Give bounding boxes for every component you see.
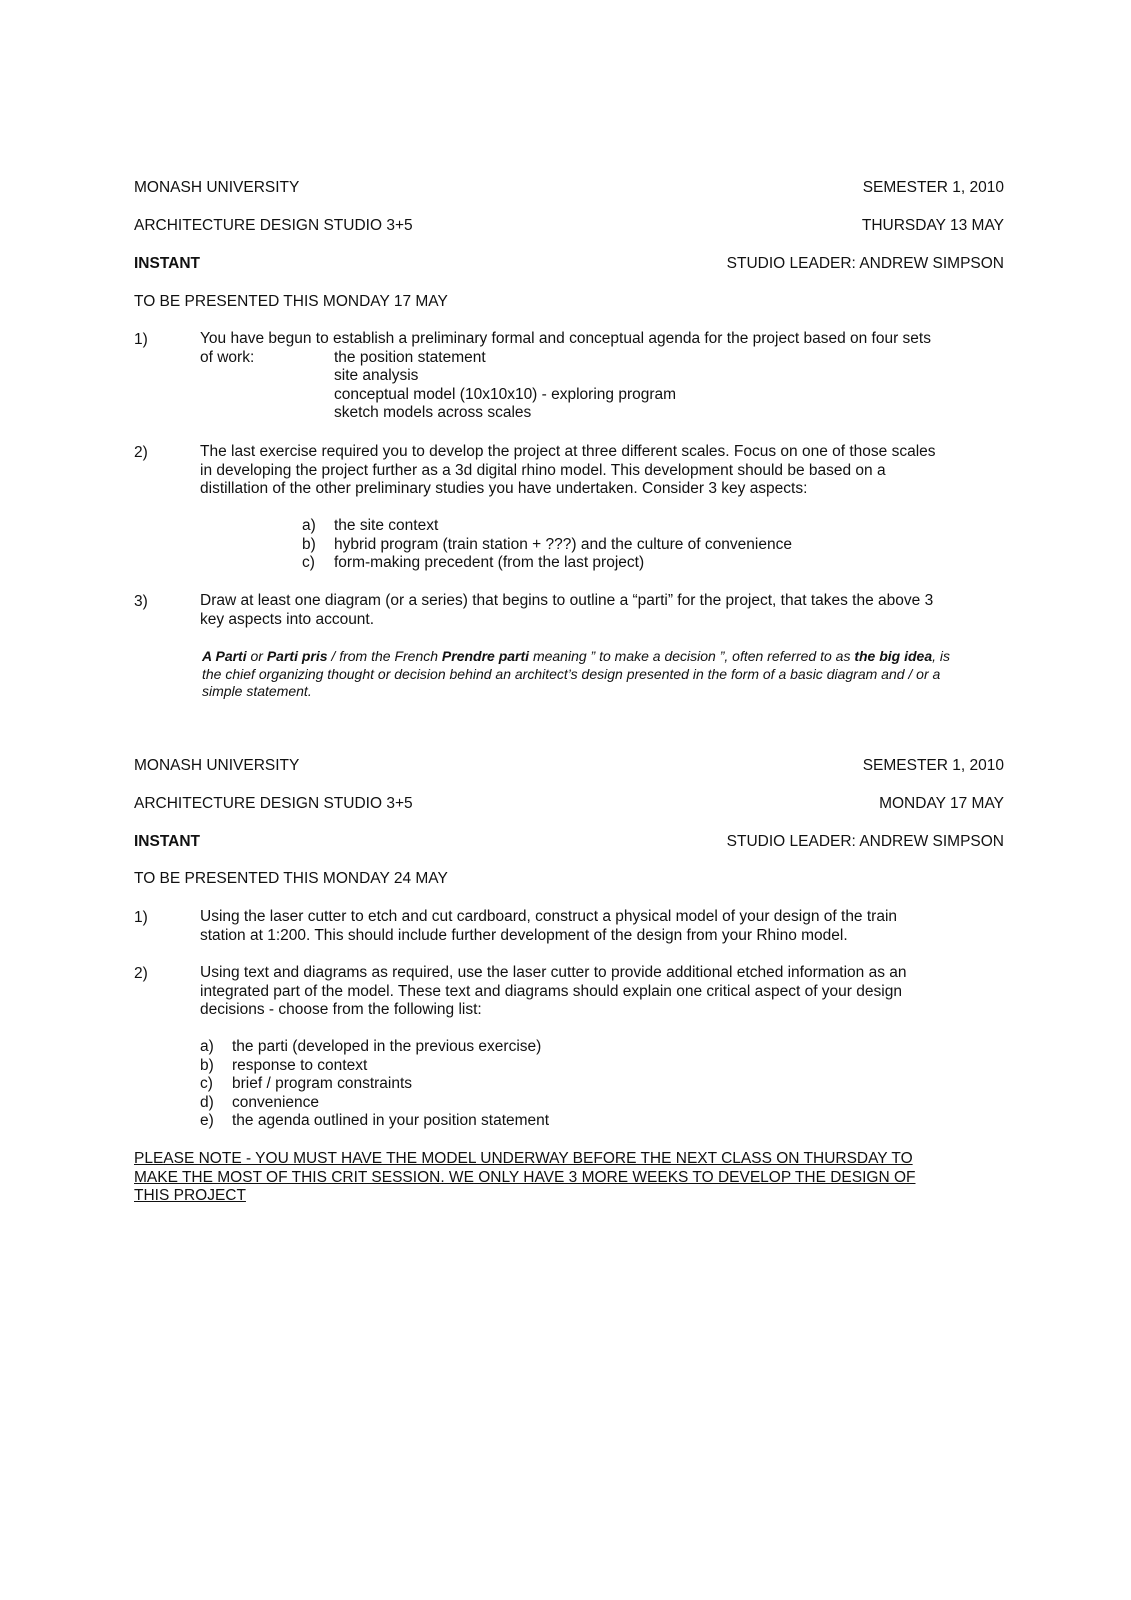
studio-name: ARCHITECTURE DESIGN STUDIO 3+5 bbox=[134, 217, 413, 234]
list-letter: b) bbox=[200, 1056, 214, 1074]
list-item-text: convenience bbox=[232, 1093, 320, 1111]
term-big-idea: the big idea bbox=[854, 648, 933, 664]
item-text-line: The last exercise required you to develop the project at three different scales. Focus on one of those scales bbox=[200, 443, 936, 460]
list-item bbox=[200, 1094, 549, 1113]
definition-text: / from the French bbox=[327, 648, 442, 664]
list-item-text: the site context bbox=[334, 517, 439, 534]
list-letter: e) bbox=[200, 1112, 214, 1129]
list-item: sketch models across scales bbox=[334, 404, 532, 421]
item-text-line: of work: bbox=[200, 348, 255, 366]
studio-name: ARCHITECTURE DESIGN STUDIO 3+5 bbox=[134, 795, 413, 812]
list-item bbox=[302, 536, 792, 555]
please-note bbox=[134, 1150, 916, 1206]
item-text-line: integrated part of the model. These text and diagrams should explain one critical aspect of your design bbox=[200, 982, 902, 1000]
list-letter: a) bbox=[302, 517, 316, 534]
parti-definition bbox=[202, 648, 950, 701]
list-letter: c) bbox=[200, 1075, 213, 1092]
studio-leader: STUDIO LEADER: ANDREW SIMPSON bbox=[726, 833, 1004, 850]
item-number: 3) bbox=[134, 593, 148, 610]
work-sets-list bbox=[334, 349, 676, 423]
list-item bbox=[302, 554, 792, 573]
item-3-text bbox=[200, 592, 933, 629]
list-item: conceptual model (10x10x10) - exploring program bbox=[334, 385, 677, 403]
presentation-date: TO BE PRESENTED THIS MONDAY 24 MAY bbox=[134, 870, 448, 887]
term-parti-pris: Parti pris bbox=[266, 648, 328, 664]
item-text-line: Using the laser cutter to etch and cut cardboard, construct a physical model of your design of the train bbox=[200, 908, 898, 925]
list-item bbox=[200, 1075, 549, 1094]
options-list bbox=[200, 1038, 549, 1131]
list-letter: c) bbox=[302, 554, 315, 571]
list-letter: d) bbox=[200, 1093, 214, 1111]
university-name: MONASH UNIVERSITY bbox=[134, 179, 300, 196]
item-2-text bbox=[200, 443, 936, 499]
list-item bbox=[200, 1112, 549, 1131]
item-text-line: Draw at least one diagram (or a series) that begins to outline a “parti” for the project, that takes the above 3 bbox=[200, 592, 934, 609]
item-number: 1) bbox=[134, 909, 148, 926]
definition-text: , is bbox=[932, 648, 951, 664]
item-text-line: in developing the project further as a 3d digital rhino model. This development should be based on a bbox=[200, 461, 886, 479]
list-letter: a) bbox=[200, 1038, 214, 1055]
note-line: MAKE THE MOST OF THIS CRIT SESSION. WE ONLY HAVE 3 MORE WEEKS TO DEVELOP THE DESIGN OF bbox=[134, 1168, 916, 1186]
definition-line bbox=[202, 648, 950, 666]
list-item bbox=[200, 1057, 549, 1076]
list-letter: b) bbox=[302, 535, 316, 553]
note-line: PLEASE NOTE - YOU MUST HAVE THE MODEL UNDERWAY BEFORE THE NEXT CLASS ON THURSDAY TO bbox=[134, 1150, 913, 1167]
list-item-text: the agenda outlined in your position statement bbox=[232, 1112, 550, 1129]
list-item-text: form-making precedent (from the last project) bbox=[334, 554, 645, 571]
semester-label: SEMESTER 1, 2010 bbox=[862, 757, 1004, 774]
item-1-text bbox=[200, 908, 897, 945]
term-prendre-parti: Prendre parti bbox=[441, 648, 530, 664]
university-name: MONASH UNIVERSITY bbox=[134, 757, 300, 774]
item-text-line: key aspects into account. bbox=[200, 610, 375, 628]
note-line: THIS PROJECT bbox=[134, 1187, 246, 1204]
list-item bbox=[302, 517, 792, 536]
item-text-line: Using text and diagrams as required, use the laser cutter to provide additional etched information as an bbox=[200, 964, 907, 981]
definition-line: simple statement. bbox=[202, 683, 312, 699]
item-text-line: distillation of the other preliminary studies you have undertaken. Consider 3 key aspects: bbox=[200, 480, 808, 497]
issue-date: MONDAY 17 MAY bbox=[879, 795, 1004, 812]
aspects-list bbox=[302, 517, 792, 573]
semester-label: SEMESTER 1, 2010 bbox=[862, 179, 1004, 196]
item-number: 2) bbox=[134, 965, 148, 982]
issue-date: THURSDAY 13 MAY bbox=[861, 217, 1004, 234]
list-item: site analysis bbox=[334, 367, 419, 384]
brief-title: INSTANT bbox=[134, 833, 201, 850]
item-number: 2) bbox=[134, 444, 148, 461]
item-text-line: You have begun to establish a preliminary formal and conceptual agenda for the project based on four sets bbox=[200, 330, 931, 347]
list-item-text: hybrid program (train station + ???) and the culture of convenience bbox=[334, 535, 792, 553]
item-text-line: decisions - choose from the following list: bbox=[200, 1001, 482, 1018]
list-item: the position statement bbox=[334, 348, 486, 366]
item-text-line: station at 1:200. This should include further development of the design from your Rhino model. bbox=[200, 926, 848, 944]
list-item bbox=[200, 1038, 549, 1057]
definition-text: or bbox=[246, 648, 267, 664]
studio-leader: STUDIO LEADER: ANDREW SIMPSON bbox=[726, 255, 1004, 272]
presentation-date: TO BE PRESENTED THIS MONDAY 17 MAY bbox=[134, 293, 448, 310]
item-2-text bbox=[200, 964, 907, 1020]
definition-line: the chief organizing thought or decision behind an architect’s design presented in the form of a basic diagram and / or a bbox=[202, 665, 941, 682]
term-parti: A Parti bbox=[202, 648, 247, 664]
list-item-text: the parti (developed in the previous exercise) bbox=[232, 1038, 542, 1055]
item-number: 1) bbox=[134, 331, 148, 348]
list-item-text: response to context bbox=[232, 1056, 368, 1074]
brief-title: INSTANT bbox=[134, 255, 201, 272]
list-item-text: brief / program constraints bbox=[232, 1075, 413, 1092]
definition-text: meaning ” to make a decision ”, often referred to as bbox=[529, 648, 855, 664]
